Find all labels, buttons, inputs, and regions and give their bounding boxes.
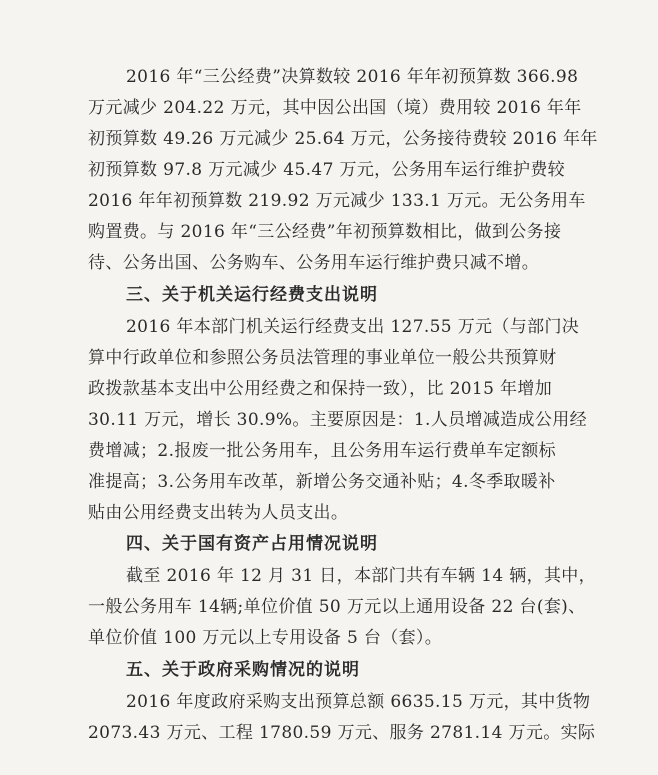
text-line: 一般公务用车 14辆;单位价值 50 万元以上通用设备 22 台(套)、 <box>88 597 586 617</box>
section-heading-procurement: 五、关于政府采购情况的说明 <box>126 660 360 680</box>
text-line: 政拨款基本支出中公用经费之和保持一致），比 2015 年增加 <box>88 379 553 399</box>
text-line: 待、公务出国、公务购车、公务用车运行维护费只减不增。 <box>88 253 540 273</box>
text-line: 2073.43 万元、工程 1780.59 万元、服务 2781.14 万元。实际 <box>88 723 596 743</box>
text-line: 2016 年本部门机关运行经费支出 127.55 万元（与部门决 <box>126 317 580 337</box>
text-line: 2016 年度政府采购支出预算总额 6635.15 万元，其中货物 <box>126 692 591 712</box>
text-line: 算中行政单位和参照公务员法管理的事业单位一般公共预算财 <box>88 348 557 368</box>
text-line: 准提高；3.公务用车改革，新增公务交通补贴；4.冬季取暖补 <box>88 472 556 492</box>
text-line: 单位价值 100 万元以上专用设备 5 台（套）。 <box>88 628 443 648</box>
text-line: 2016 年“三公经费”决算数较 2016 年年初预算数 366.98 <box>126 67 579 87</box>
text-line: 万元减少 204.22 万元，其中因公出国（境）费用较 2016 年年 <box>88 98 582 118</box>
text-line: 初预算数 97.8 万元减少 45.47 万元，公务用车运行维护费较 <box>88 160 566 180</box>
text-line: 30.11 万元，增长 30.9%。主要原因是：1.人员增减造成公用经 <box>88 410 587 430</box>
text-line: 2016 年年初预算数 219.92 万元减少 133.1 万元。无公务用车 <box>88 191 586 211</box>
text-line: 初预算数 49.26 万元减少 25.64 万元，公务接待费较 2016 年年 <box>88 129 598 149</box>
text-line: 费增减；2.报废一批公务用车，且公务用车运行费单车定额标 <box>88 441 557 461</box>
text-line: 购置费。与 2016 年“三公经费”年初预算数相比，做到公务接 <box>88 222 562 242</box>
text-line: 贴由公用经费支出转为人员支出。 <box>88 503 349 523</box>
text-line: 截至 2016 年 12 月 31 日，本部门共有车辆 14 辆，其中， <box>126 566 596 586</box>
section-heading-operating: 三、关于机关运行经费支出说明 <box>126 285 378 305</box>
section-heading-assets: 四、关于国有资产占用情况说明 <box>126 534 378 554</box>
